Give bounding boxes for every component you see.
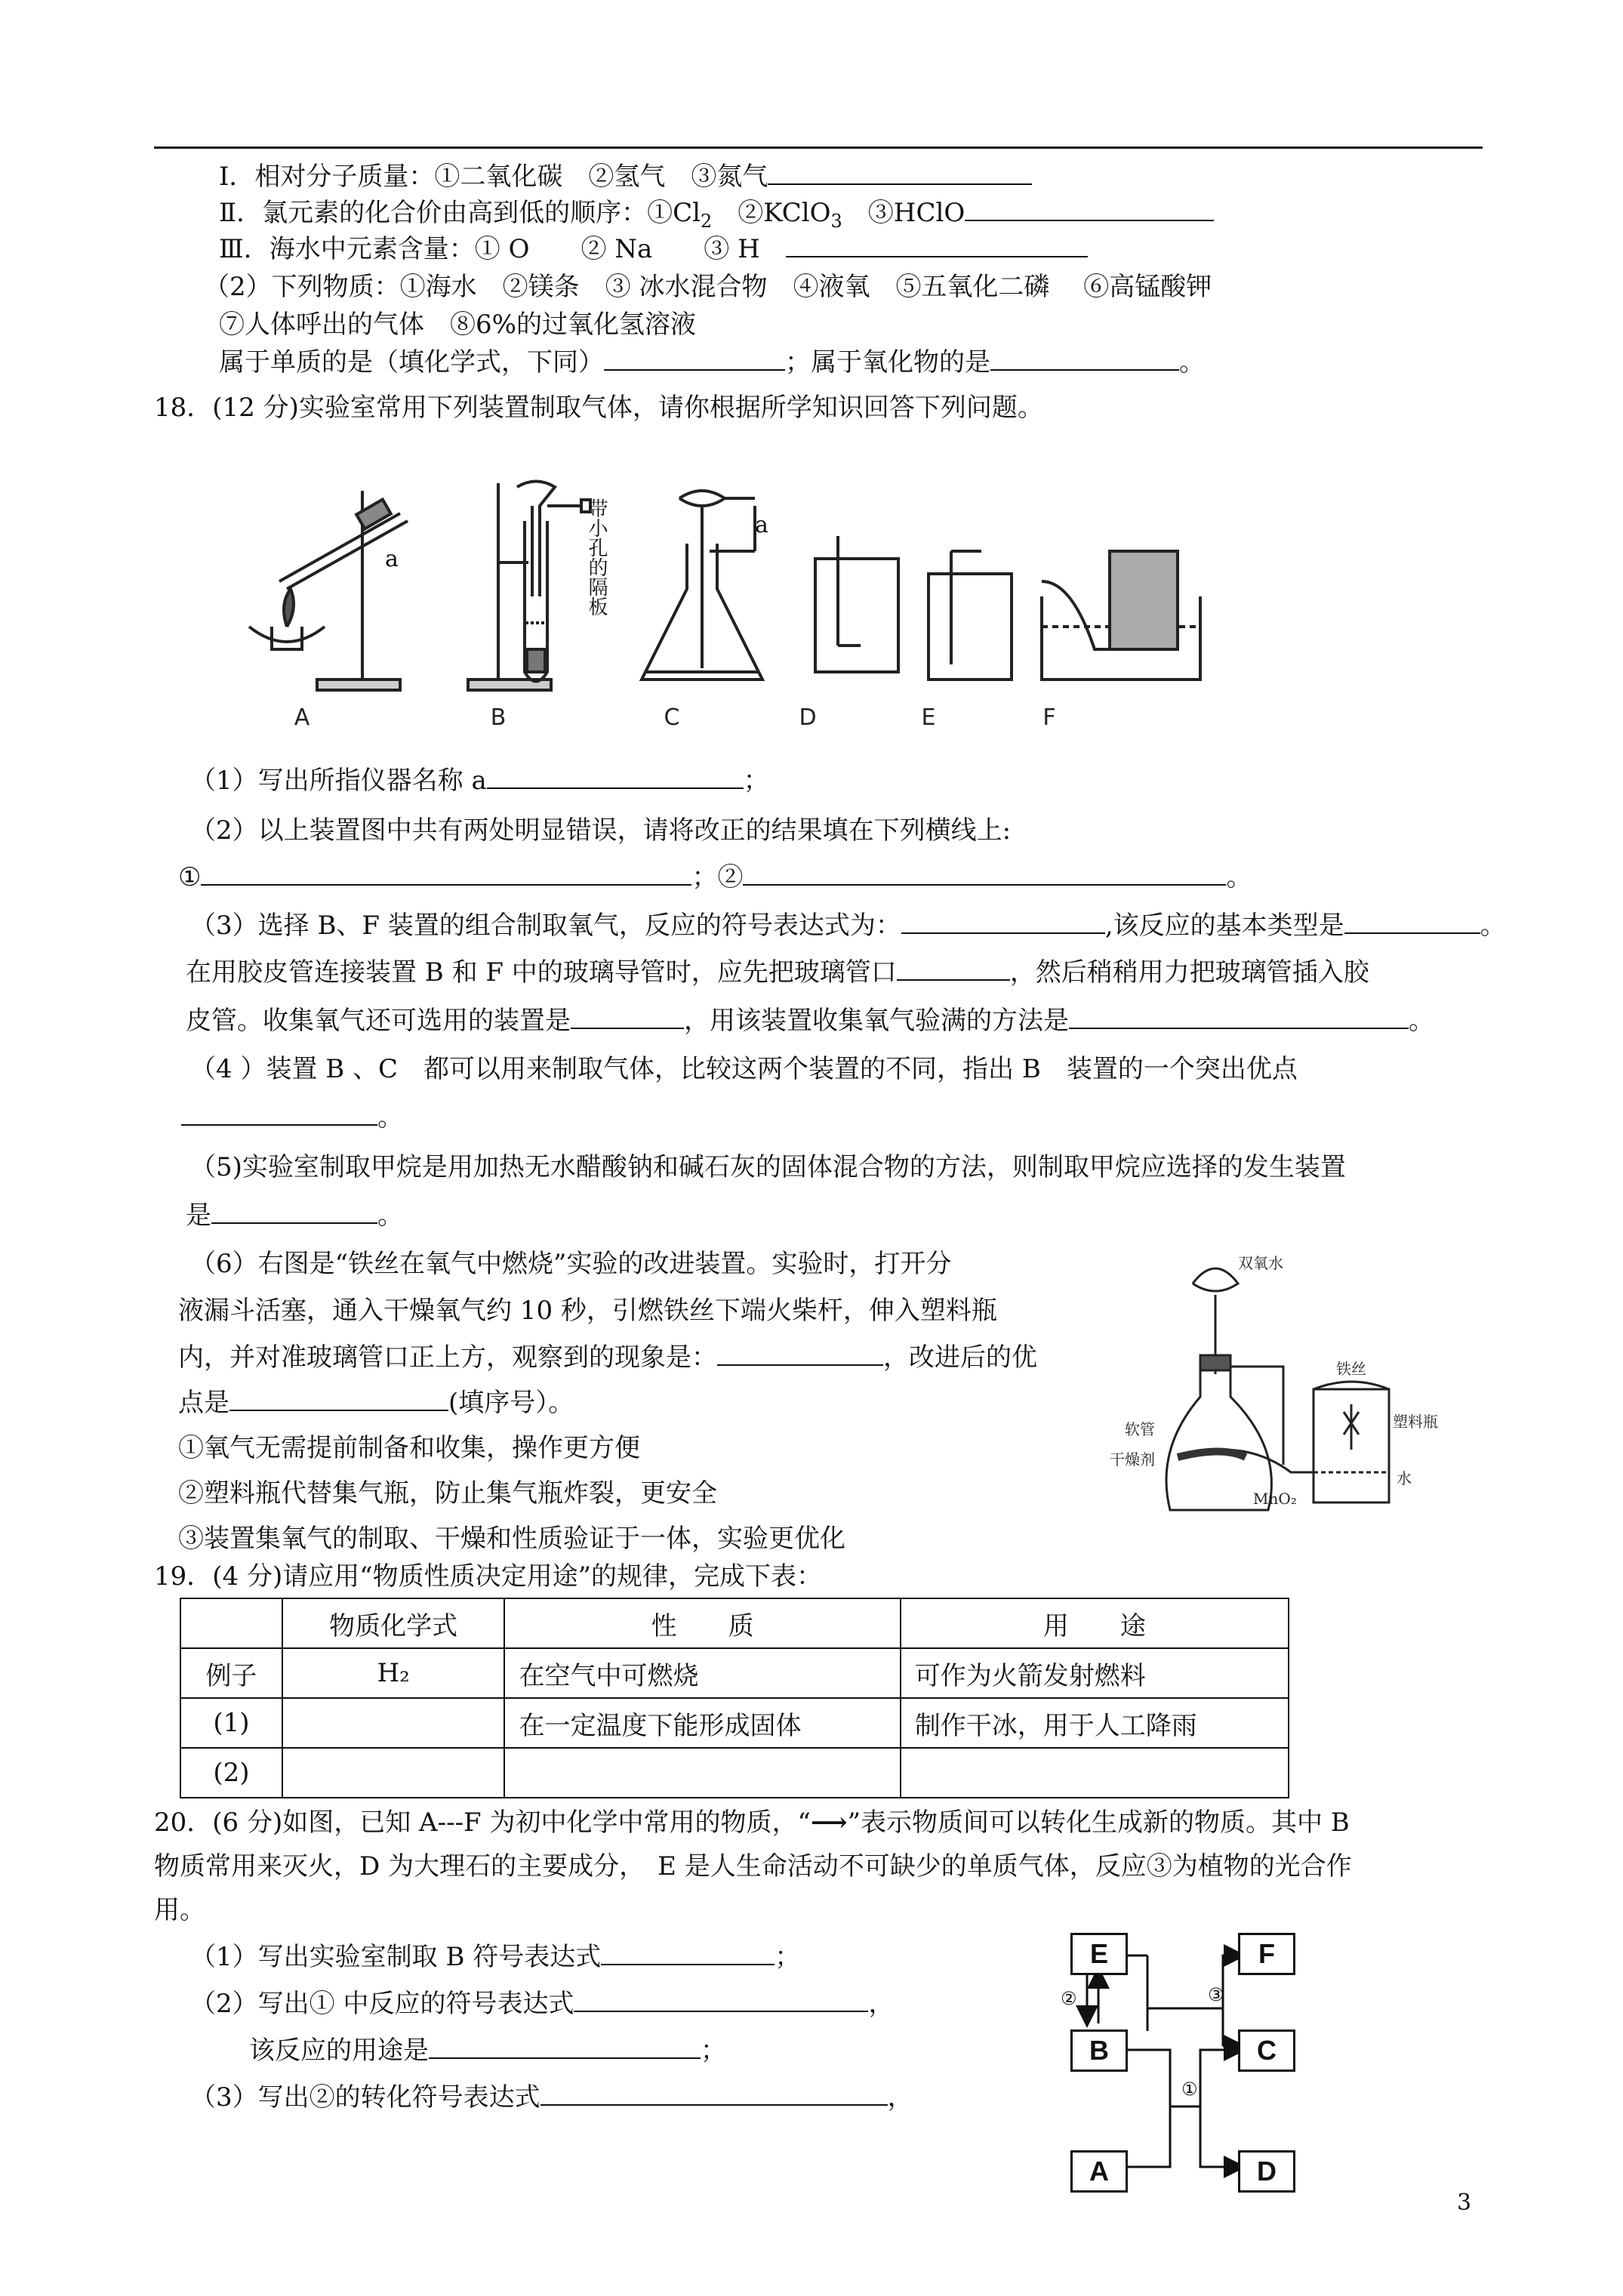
table-cell: (2) (180, 1748, 282, 1798)
q20-1: （1）写出实验室制取 B 符号表达式 ； (190, 1942, 801, 1972)
answer-blank[interactable] (897, 957, 1010, 981)
q20-2: （2）写出① 中反应的符号表达式 ， (190, 1989, 895, 2019)
jar-e (929, 574, 1012, 680)
label-a: a (385, 546, 399, 572)
table-header: 性 质 (504, 1598, 900, 1648)
answer-blank[interactable] (181, 1102, 377, 1126)
answer-blank[interactable] (229, 1387, 448, 1411)
q18-3-cont: 在用胶皮管连接装置 B 和 F 中的玻璃导管时，应先把玻璃管口 ，然后稍稍用力把玻璃管插入胶 (186, 957, 1369, 988)
table-row (180, 1648, 1289, 1698)
label-hose: 软管 (1125, 1420, 1155, 1438)
funnel-a (679, 491, 725, 506)
answer-blank[interactable] (743, 861, 1226, 886)
q18-4: （4 ）装置 B 、C 都可以用来制取气体，比较这两个装置的不同，指出 B 装置的一个突出优点 (190, 1054, 1298, 1084)
apparatus-label: E (921, 704, 936, 731)
reaction-label: ① (1181, 2079, 1198, 2100)
q18-6-cont: 液漏斗活塞，通入干燥氧气约 10 秒，引燃铁丝下端火柴杆，伸入塑料瓶 (178, 1296, 997, 1326)
flow-node-d: D (1238, 2150, 1295, 2193)
q20-title: 20．(6 分)如图，已知 A---F 为初中化学中常用的物质，“⟶”表示物质间可以转化生成新的物质。其中 B (154, 1808, 1350, 1838)
table-cell: 例子 (180, 1648, 282, 1698)
label-instrument-a: a (755, 512, 768, 538)
apparatus-label: F (1042, 704, 1056, 731)
q17-part-2: （2）下列物质：①海水 ②镁条 ③ 冰水混合物 ④液氧 ⑤五氧化二磷 ⑥高锰酸钾 (204, 272, 1212, 302)
option-2: ②塑料瓶代替集气瓶，防止集气瓶炸裂，更安全 (178, 1478, 717, 1509)
funnel-b (517, 482, 555, 597)
answer-blank[interactable] (487, 765, 744, 789)
label-perforated-plate: 带小孔的隔板 (585, 498, 608, 616)
lamp-bowl-a (249, 627, 325, 642)
q17-line-3: Ⅲ．海水中元素含量：① O ② Na ③ H (219, 233, 1088, 266)
table-cell: (1) (180, 1698, 282, 1748)
q18-3: （3）选择 B、F 装置的组合制取氧气，反应的符号表达式为： ,该反应的基本类型是 。 (190, 911, 1506, 941)
answer-blank[interactable] (768, 161, 1032, 185)
page-number: 3 (1457, 2190, 1472, 2216)
q18-1: （1）写出所指仪器名称 a ； (190, 766, 769, 796)
q18-6: （6）右图是“铁丝在氧气中燃烧”实验的改进装置。实验时，打开分 (190, 1249, 952, 1279)
answer-blank[interactable] (211, 1200, 377, 1224)
label-water: 水 (1397, 1469, 1412, 1487)
separatory-funnel (1193, 1268, 1238, 1291)
apparatus-label: B (490, 704, 507, 731)
table-cell: 可作为火箭发射燃料 (901, 1648, 1289, 1698)
q17-part-2-cont: ⑦人体呼出的气体 ⑧6%的过氧化氢溶液 (219, 310, 696, 340)
reaction-label: ② (1061, 1988, 1077, 2009)
table-header: 物质化学式 (282, 1598, 505, 1648)
flow-node-f: F (1238, 1933, 1295, 1975)
table-header-row (180, 1598, 1289, 1648)
table-header (180, 1598, 282, 1648)
option-3: ③装置集氧气的制取、干燥和性质验证于一体，实验更优化 (178, 1524, 845, 1554)
q20-2-use: 该反应的用途是 ； (249, 2036, 726, 2066)
q18-6-cont2: 内，并对准玻璃管口正上方，观察到的现象是： ，改进后的优 (178, 1342, 1037, 1373)
test-tube-a (279, 513, 400, 581)
label-iron: 铁丝 (1336, 1360, 1366, 1378)
q18-2: （2）以上装置图中共有两处明显错误，请将改正的结果填在下列横线上: (190, 815, 1012, 846)
label-h2o2: 双氧水 (1238, 1254, 1283, 1272)
answer-blank[interactable] (786, 233, 1088, 257)
table-answer-cell[interactable] (901, 1748, 1289, 1798)
answer-blank[interactable] (1069, 1005, 1409, 1029)
q17-answer-line: 属于单质的是（填化学式，下同） ；属于氧化物的是 。 (219, 347, 1205, 378)
arrow-icon: ⟶ (810, 1808, 848, 1838)
q18-2-answers: ① ；② 。 (178, 862, 1252, 892)
reaction-label: ③ (1208, 1984, 1224, 2005)
table-cell: 制作干冰，用于人工降雨 (901, 1698, 1289, 1748)
q18-3-cont2: 皮管。收集氧气还可选用的装置是 ，用该装置收集氧气验满的方法是 。 (186, 1006, 1434, 1036)
answer-blank[interactable] (990, 347, 1179, 371)
answer-blank[interactable] (601, 1941, 775, 1965)
label-desiccant: 干燥剂 (1110, 1450, 1155, 1469)
flow-node-c: C (1238, 2029, 1295, 2072)
q18-5-answer: 是 。 (186, 1200, 403, 1231)
answer-blank[interactable] (717, 1342, 883, 1366)
flow-node-e: E (1070, 1933, 1128, 1975)
table-answer-cell[interactable] (282, 1698, 505, 1748)
stand-base-a (317, 680, 400, 690)
header-rule (154, 146, 1483, 149)
flow-node-b: B (1070, 2029, 1128, 2072)
flow-node-a: A (1070, 2150, 1128, 2193)
answer-blank[interactable] (604, 347, 785, 371)
q20-desc: 物质常用来灭火，D 为大理石的主要成分， E 是人生命活动不可缺少的单质气体，反应③为植物的光合作 (154, 1851, 1352, 1881)
table-answer-cell[interactable] (282, 1748, 505, 1798)
apparatus-label: D (799, 704, 817, 731)
option-1: ①氧气无需提前制备和收集，操作更方便 (178, 1433, 640, 1463)
q19-title: 19．(4 分)请应用“物质性质决定用途”的规律，完成下表： (154, 1561, 822, 1592)
apparatus-figure (226, 476, 1253, 747)
q18-4-answer: 。 (181, 1101, 403, 1134)
q18-6-cont3: 点是 (填序号）。 (178, 1388, 574, 1418)
q20-desc-end: 用。 (154, 1895, 205, 1925)
iron-combustion-figure (1110, 1223, 1442, 1525)
q18-5: （5)实验室制取甲烷是用加热无水醋酸钠和碱石灰的固体混合物的方法，则制取甲烷应选择的发生装置 (190, 1152, 1346, 1182)
table-cell: 在一定温度下能形成固体 (504, 1698, 900, 1748)
apparatus-label: C (664, 704, 680, 731)
apparatus-label: A (294, 704, 310, 731)
answer-blank[interactable] (965, 197, 1214, 221)
answer-blank[interactable] (540, 2082, 888, 2106)
q17-line-1: Ⅰ．相对分子质量：①二氧化碳 ②氢气 ③氮气 (219, 160, 1032, 193)
answer-blank[interactable] (429, 2035, 701, 2059)
table-row (180, 1698, 1289, 1748)
answer-blank[interactable] (901, 910, 1105, 934)
table-cell: 在空气中可燃烧 (504, 1648, 900, 1698)
table-answer-cell[interactable] (504, 1748, 900, 1798)
q18-title: 18．(12 分)实验室常用下列装置制取气体，请你根据所学知识回答下列问题。 (154, 393, 1043, 423)
q17-line-2: Ⅱ．氯元素的化合价由高到低的顺序：$①Cl_2$ ②KClO$_3$ ③HClO (219, 196, 1214, 238)
answer-blank[interactable] (1344, 910, 1480, 934)
q20-3: （3）写出②的转化符号表达式 ， (190, 2082, 913, 2113)
table-header: 用 途 (901, 1598, 1289, 1648)
table-row (180, 1748, 1289, 1798)
answer-blank[interactable] (574, 1988, 868, 2012)
table-cell: H₂ (282, 1648, 505, 1698)
answer-blank[interactable] (201, 861, 691, 886)
jar-f (1110, 551, 1178, 649)
answer-blank[interactable] (571, 1005, 684, 1029)
label-mno2: MnO₂ (1253, 1490, 1297, 1508)
property-table (180, 1598, 1289, 1798)
label-bottle: 塑料瓶 (1393, 1413, 1438, 1431)
flask (1166, 1359, 1271, 1510)
jar-d (815, 559, 898, 672)
